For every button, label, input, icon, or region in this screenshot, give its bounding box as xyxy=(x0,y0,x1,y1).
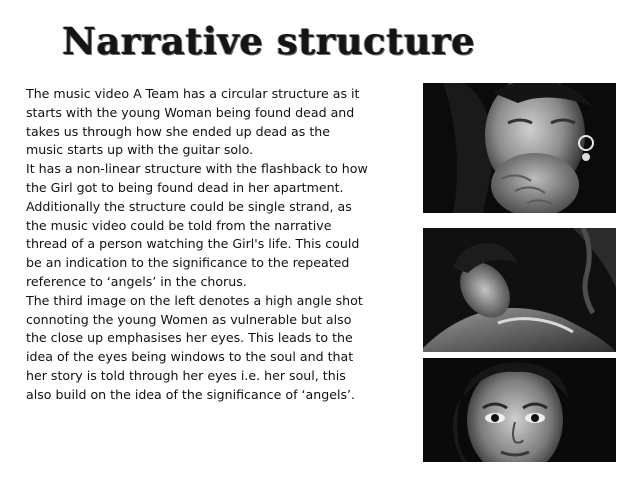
paragraph-circular-structure: The music video A Team has a circular structure as it starts with the young Woman being found dead and takes us through how she ended up dead as the music starts up with the guitar solo. xyxy=(26,86,360,158)
woman-closeup-photo xyxy=(423,83,616,213)
slide-title: Narrative structure xyxy=(62,19,476,63)
video-still-3 xyxy=(423,358,616,462)
paragraph-single-strand: Additionally the structure could be single strand, as the music video could be told from the narrative thread of a person watching the Girl's life. This could be an indication to the significance to the repeated reference to ‘angels’ in the chorus. xyxy=(26,198,360,289)
paragraph-third-image: The third image on the left denotes a high angle shot connoting the young Women as vulnerable but also the close up emphasises her eyes. This leads to the idea of the eyes being windows to the soul and that her story is told through her eyes i.e. her soul, this also build on the idea of the significance of ‘angels’. xyxy=(26,292,363,402)
woman-lying-photo xyxy=(423,228,616,352)
paragraph-non-linear: It has a non-linear structure with the flashback to how the Girl got to being found dead in her apartment. xyxy=(26,161,368,195)
body-text xyxy=(26,85,370,405)
video-still-1 xyxy=(423,83,616,213)
video-still-2 xyxy=(423,228,616,352)
woman-eyes-photo xyxy=(423,358,616,462)
